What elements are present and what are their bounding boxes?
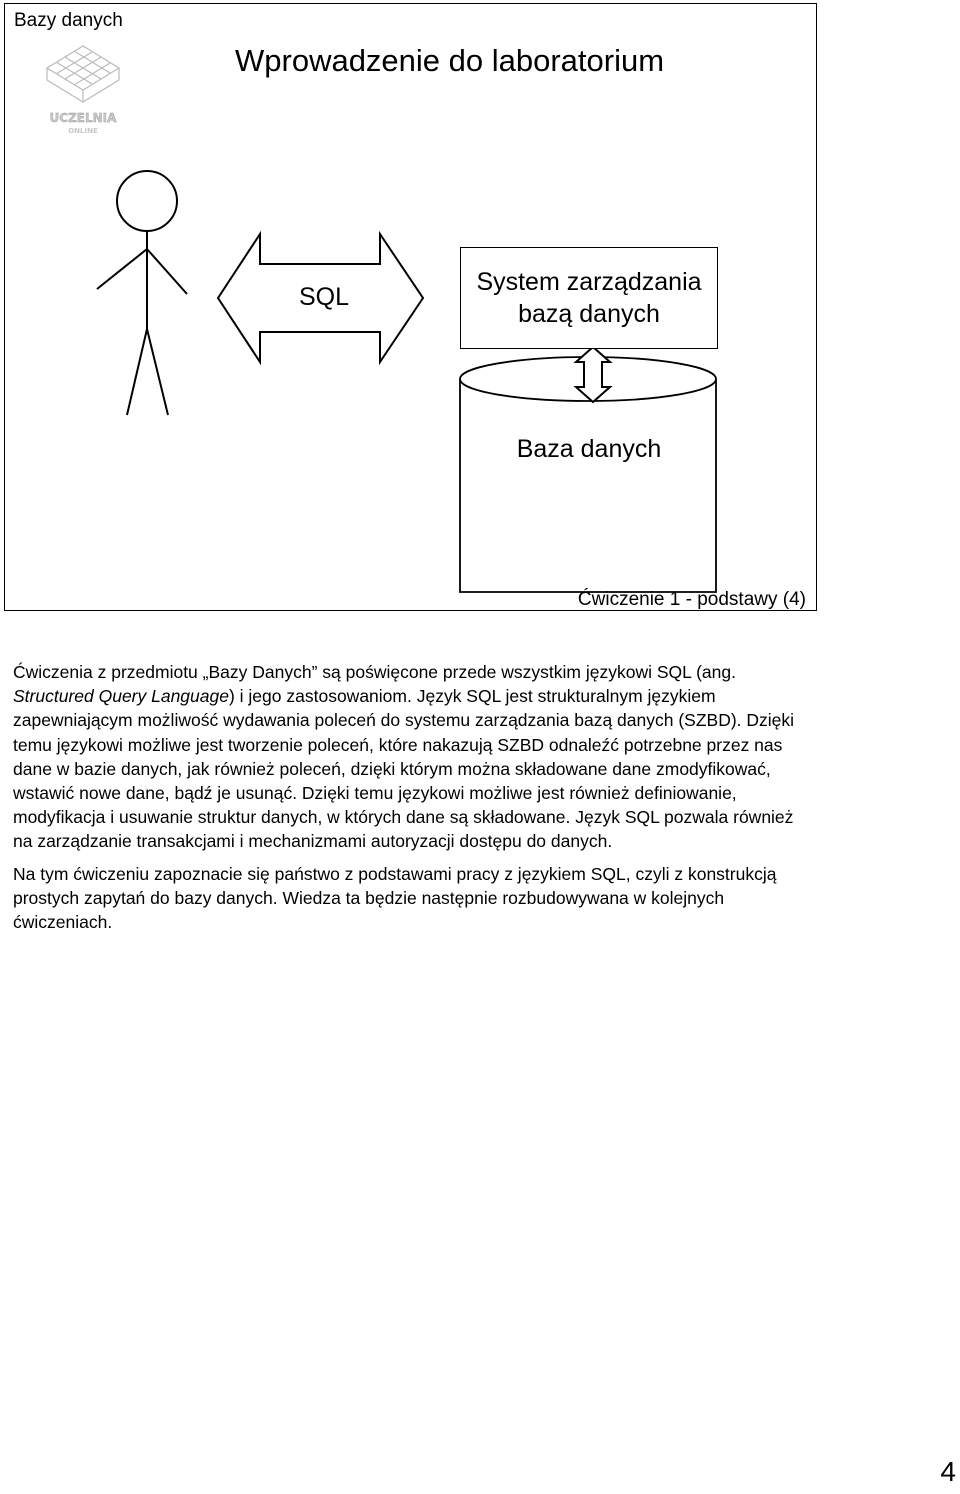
database-label: Baza danych [516,435,662,463]
dbms-label: System zarządzania bazą danych [476,268,702,328]
page-number: 4 [940,1456,956,1487]
dbms-box [460,247,718,349]
paragraph-2: Na tym ćwiczeniu zapoznacie się państwo z podstawami pracy z językiem SQL, czyli z konstrukcją prostych zapytań do bazy danych. Wiedza ta będzie następnie rozbudowywana w kolejnych ćwiczeniach. [13,863,777,933]
svg-text:UCZELNIA: UCZELNIA [49,111,117,125]
sql-label: SQL [298,283,350,311]
body-text [13,660,813,942]
svg-text:ONLINE: ONLINE [68,127,98,135]
slide-header: Bazy danych [14,10,123,31]
slide-subtitle: Ćwiczenie 1 - podstawy (4) [577,589,806,610]
user-figure-icon [97,171,187,415]
slide [4,3,817,611]
paragraph-1: Ćwiczenia z przedmiotu „Bazy Danych” są poświęcone przede wszystkim językowi SQL (ang. Structured Query Language) i jego zastosowaniom. Język SQL jest strukturalnym językiem zapewniającym możliwość wydawania poleceń do systemu zarządzania bazą danych (SZBD). Dzięki temu językowi możliwe jest tworzenie poleceń, które nakazują SZBD odnaleźć potrzebne przez nas dane w bazie danych, jak również poleceń, dzięki którym można składowane dane zmodyfikować, wstawić nowe dane, bądź je usunąć. Dzięki temu językowi możliwe jest również definiowanie, modyfikacja i usuwanie struktur danych, w których dane są składowane. Język SQL pozwala również na zarządzanie transakcjami i mechanizmami autoryzacji dostępu do danych. [13,662,795,852]
slide-title: Wprowadzenie do laboratorium [235,43,665,78]
emphasis-term: Structured Query Language [13,686,229,707]
